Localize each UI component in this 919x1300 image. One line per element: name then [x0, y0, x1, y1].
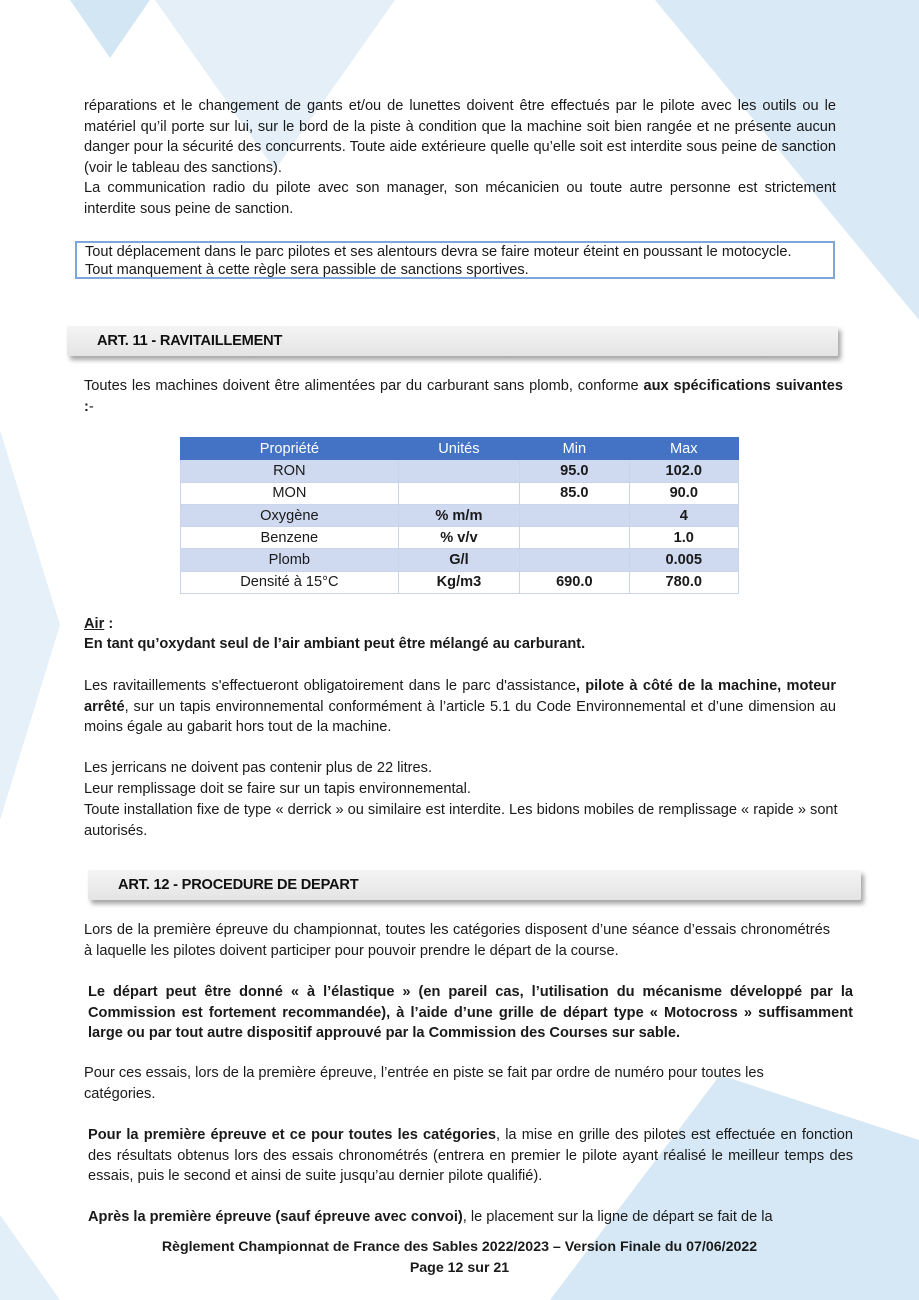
cell-units: % m/m [398, 504, 519, 526]
art12-p4-bold: Pour la première épreuve et ce pour toutes les catégories [88, 1127, 496, 1143]
art12-p5-text: , le placement sur la ligne de départ se fait de la [462, 1209, 773, 1225]
notice-line-2: Tout manquement à cette règle sera passible de sanctions sportives. [85, 261, 529, 278]
notice-line-1: Tout déplacement dans le parc pilotes et ses alentours devra se faire moteur éteint en poussant le motocycle. [85, 244, 792, 260]
col-header-min: Min [520, 438, 629, 460]
refuel-paragraph [84, 676, 836, 738]
col-header-property: Propriété [181, 438, 399, 460]
art12-paragraph-3: Pour ces essais, lors de la première épreuve, l’entrée en piste se fait par ordre de numéro pour toutes les catégories. [84, 1065, 764, 1102]
cell-min [520, 504, 629, 526]
art12-paragraph-4 [88, 1125, 853, 1187]
fuel-lead-text: Toutes les machines doivent être alimentées par du carburant sans plomb, conforme [84, 378, 644, 394]
cell-max: 1.0 [629, 527, 738, 549]
cell-units: % v/v [398, 527, 519, 549]
art11-heading-text: ART. 11 - RAVITAILLEMENT [97, 333, 283, 349]
cell-units [398, 460, 519, 482]
cell-units [398, 482, 519, 504]
cell-min: 690.0 [520, 571, 629, 593]
air-statement: En tant qu’oxydant seul de l’air ambiant peut être mélangé au carburant. [84, 636, 586, 652]
art12-paragraph-5 [88, 1207, 853, 1228]
intro-paragraph-2: La communication radio du pilote avec son manager, son mécanicien ou toute autre personne est strictement interdite sous peine de sanction. [84, 180, 836, 217]
cell-max: 4 [629, 504, 738, 526]
section-heading-art11 [67, 326, 838, 356]
cell-property: MON [181, 482, 399, 504]
table-row [181, 571, 739, 593]
refuel-text-1: Les ravitaillements s'effectueront obligatoirement dans le parc d'assistance [84, 678, 576, 694]
art12-p4-text: , la mise en grille des pilotes est effectuée en fonction des résultats obtenus lors des essais chronométrés (entrera en premier le pilote ayant réalisé le meilleur temps des essais, puis le second et ainsi de suite jusqu’au dernier pilote qualifié). [88, 1127, 853, 1184]
table-row [181, 504, 739, 526]
cell-max: 780.0 [629, 571, 738, 593]
cell-min: 95.0 [520, 460, 629, 482]
section-heading-art12 [88, 870, 861, 900]
cell-units: Kg/m3 [398, 571, 519, 593]
jerrican-line-1: Les jerricans ne doivent pas contenir plus de 22 litres. [84, 760, 433, 776]
art12-heading-text: ART. 12 - PROCEDURE DE DEPART [118, 877, 359, 893]
footer-title: Règlement Championnat de France des Sables 2022/2023 – Version Finale du 07/06/2022 [161, 1239, 758, 1255]
col-header-max: Max [629, 438, 738, 460]
air-label-line [84, 614, 113, 635]
cell-max: 102.0 [629, 460, 738, 482]
fuel-spec-table [180, 437, 739, 594]
jerrican-line-3: Toute installation fixe de type « derrick » ou similaire est interdite. Les bidons mobiles de remplissage « rapide » sont autorisés. [84, 802, 838, 839]
table-row [181, 482, 739, 504]
col-header-units: Unités [398, 438, 519, 460]
cell-property: Benzene [181, 527, 399, 549]
cell-min [520, 527, 629, 549]
refuel-bold: , pilote à côté de la machine, moteur arrêté [84, 678, 837, 715]
cell-property: Oxygène [181, 504, 399, 526]
table-header-row [181, 438, 739, 460]
intro-paragraph-1: réparations et le changement de gants et/ou de lunettes doivent être effectués par le pilote avec les outils ou le matériel qu’il porte sur lui, sur le bord de la piste à condition que la machine soit bien rangée et ne présente aucun danger pour la sécurité des concurrents. Toute aide extérieure quelle qu’elle soit est interdite sous peine de sanction (voir le tableau des sanctions). [84, 98, 836, 176]
cell-units: G/l [398, 549, 519, 571]
jerrican-line-2: Leur remplissage doit se faire sur un tapis environnemental. [84, 781, 471, 797]
fuel-lead-paragraph [84, 376, 843, 417]
cell-max: 0.005 [629, 549, 738, 571]
cell-property: RON [181, 460, 399, 482]
air-colon: : [104, 616, 114, 632]
footer-page-number: Page 12 sur 21 [409, 1260, 510, 1276]
cell-max: 90.0 [629, 482, 738, 504]
cell-min: 85.0 [520, 482, 629, 504]
table-row [181, 460, 739, 482]
art12-paragraph-2: Le départ peut être donné « à l’élastique » (en pareil cas, l’utilisation du mécanisme développé par la Commission est fortement recommandée), à l’aide d’une grille de départ type « Motocross » suffisamment large ou par tout autre dispositif approuvé par la Commission des Courses sur sable. [88, 984, 853, 1041]
art12-p5-bold: Après la première épreuve (sauf épreuve avec convoi) [88, 1209, 463, 1225]
cell-min [520, 549, 629, 571]
cell-property: Densité à 15°C [181, 571, 399, 593]
cell-property: Plomb [181, 549, 399, 571]
table-row [181, 549, 739, 571]
art12-paragraph-1: Lors de la première épreuve du championnat, toutes les catégories disposent d’une séance d’essais chronométrés à laquelle les pilotes doivent participer pour pouvoir prendre le départ de la course. [84, 922, 830, 959]
fuel-lead-bold: aux spécifications suivantes : [84, 378, 843, 415]
fuel-lead-dash: - [88, 398, 94, 415]
table-row [181, 527, 739, 549]
refuel-text-2: , sur un tapis environnemental conformément à l’article 5.1 du Code Environnemental et d’une dimension au moins égale au gabarit hors tout de la machine. [84, 698, 836, 735]
pit-notice-box [75, 241, 835, 279]
air-label: Air [84, 616, 105, 632]
